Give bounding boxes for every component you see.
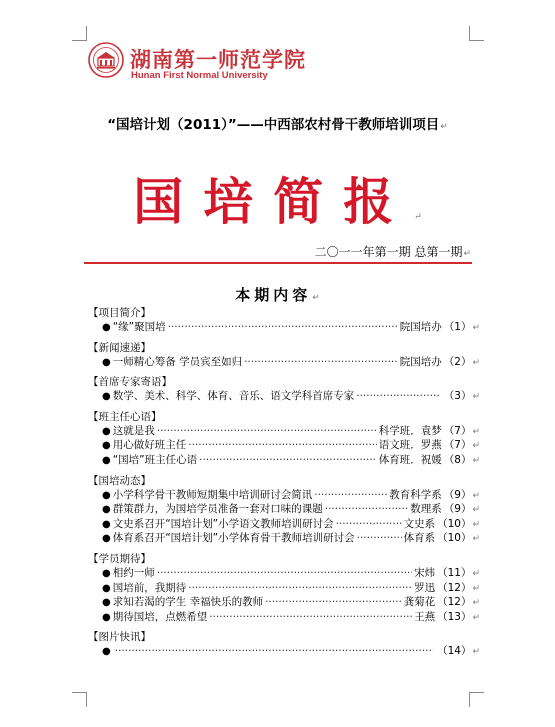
toc-section-heading	[88, 410, 480, 424]
toc-entry-title: “缘”聚国培	[112, 321, 166, 333]
toc-entry-page: （13）	[437, 610, 472, 623]
paragraph-mark: ↵	[312, 293, 320, 303]
toc-entry-page: （8）	[443, 453, 472, 466]
paragraph-mark: ↵	[472, 455, 480, 466]
toc-leader-dots	[336, 517, 402, 532]
toc-leader-dots	[209, 610, 412, 625]
paragraph-mark: ↵	[472, 357, 480, 368]
toc-entry-author: 院国培办	[399, 355, 442, 368]
toc-entry[interactable]	[88, 453, 480, 468]
paragraph-mark: ↵	[472, 647, 480, 658]
toc-leader-dots	[356, 389, 440, 404]
university-name-chinese: 湖南第一师范学院	[130, 47, 306, 72]
toc-section-heading	[88, 474, 480, 488]
toc-heading-text: 本期内容	[235, 286, 312, 304]
toc-entry-page: （11）	[437, 566, 472, 579]
toc-section-heading	[88, 630, 480, 644]
paragraph-mark: ↵	[472, 323, 480, 333]
toc-entry-author: 教育科学系	[389, 488, 442, 501]
toc-entry-author: 语文班．罗燕	[378, 439, 442, 452]
toc-leader-dots	[244, 355, 398, 370]
toc-section	[88, 630, 480, 659]
toc-entry-title: 国培前，我期待	[112, 581, 187, 594]
toc-bullet-icon: ●	[102, 425, 111, 437]
toc-bullet-icon: ●	[102, 356, 111, 368]
toc-entry[interactable]	[88, 566, 480, 581]
toc-entry-title: “国培”班主任心语	[112, 453, 198, 466]
project-subtitle-text: “国培计划（2011）”——中西部农村骨干教师培训项目	[107, 117, 440, 133]
toc-entry-title: 一师精心筹备 学员宾至如归	[112, 355, 243, 368]
paragraph-mark: ↵	[472, 519, 480, 530]
toc-entry-author: 体育班．祝媛	[378, 453, 442, 466]
toc-bullet-icon: ●	[102, 489, 111, 501]
toc-section-heading	[88, 341, 480, 355]
paragraph-mark: ↵	[472, 612, 480, 623]
toc-entry-author: 王燕	[414, 610, 436, 623]
crop-mark-bottom-right	[469, 692, 484, 707]
toc-entry-title: 数学、美术、科学、体育、音乐、语文学科首席专家	[112, 390, 355, 403]
toc-leader-dots	[199, 453, 377, 468]
paragraph-mark: ↵	[472, 490, 480, 501]
paragraph-mark: ↵	[472, 568, 480, 579]
toc-bullet-icon: ●	[102, 518, 111, 530]
toc-leader-dots	[168, 320, 398, 335]
red-divider-rule	[84, 262, 472, 264]
toc-leader-dots	[188, 581, 412, 596]
toc-entry-author: 数理系	[410, 503, 442, 516]
toc-entry-title: 求知若渴的学生 幸福快乐的教师	[112, 596, 264, 609]
toc-leader-dots	[314, 488, 387, 503]
toc-entry[interactable]	[88, 488, 480, 503]
crop-mark-top-right	[469, 26, 484, 41]
toc-bullet-icon: ●	[102, 533, 111, 545]
toc-bullet-icon: ●	[102, 582, 111, 594]
toc-entry-page: （10）	[437, 532, 472, 545]
toc-bullet-icon: ●	[102, 597, 111, 609]
toc-entry-title: 体育系召开“国培计划”小学体育骨干教师培训研讨会	[112, 532, 355, 545]
university-logo	[88, 42, 124, 78]
toc-leader-dots	[188, 438, 377, 453]
issue-number	[315, 243, 471, 260]
paragraph-mark: ↵	[440, 122, 448, 132]
toc-section	[88, 341, 480, 370]
toc-section-heading-text: 【图片快讯】	[88, 631, 151, 644]
toc-section-heading-text: 【新闻速递】	[88, 341, 151, 354]
toc-entry[interactable]	[88, 531, 480, 546]
toc-entry-page: （12）	[437, 581, 472, 594]
toc-entry-page: （12）	[437, 596, 472, 609]
toc-entry[interactable]	[88, 610, 480, 625]
toc-bullet-icon: ●	[102, 454, 111, 466]
toc-section-heading	[88, 552, 480, 566]
toc-entry-title: 群策群力，为国培学员准备一套对口味的课题	[112, 503, 323, 516]
toc-entry-author: 科学班．袁梦	[378, 424, 442, 437]
paragraph-mark: ↵	[472, 598, 480, 609]
toc-entry[interactable]	[88, 595, 480, 610]
toc-entry[interactable]	[88, 389, 480, 404]
paragraph-mark: ↵	[472, 505, 480, 516]
toc-bullet-icon: ●	[102, 646, 111, 658]
bulletin-title-text: 国培简报	[133, 172, 414, 231]
toc-entry-title: 文史系召开“国培计划”小学语文教师培训研讨会	[112, 517, 334, 530]
bulletin-title	[0, 162, 555, 234]
toc-entry-page: （9）	[443, 488, 472, 501]
toc-entry-title: 期待国培，点燃希望	[112, 610, 208, 623]
toc-entry-author: 体育系	[403, 532, 436, 545]
toc-section	[88, 410, 480, 468]
toc-leader-dots	[157, 424, 377, 439]
toc-entry-page: （10）	[437, 517, 472, 530]
toc-entry[interactable]	[88, 502, 480, 517]
toc-section-heading-text: 【项目简介】	[88, 307, 151, 319]
toc-bullet-icon: ●	[102, 391, 111, 403]
toc-bullet-icon: ●	[102, 567, 111, 579]
toc-section-heading	[88, 306, 480, 320]
toc-section-heading	[88, 375, 480, 389]
crop-mark-top-left	[72, 26, 87, 41]
toc-entry-page: （2）	[443, 355, 472, 368]
toc-section-heading-text: 【学员期待】	[88, 552, 151, 565]
toc-entry[interactable]	[88, 581, 480, 596]
toc-entry[interactable]	[88, 355, 480, 370]
paragraph-mark: ↵	[463, 249, 471, 259]
toc-leader-dots	[115, 644, 433, 659]
toc-section	[88, 552, 480, 624]
toc-leader-dots	[357, 531, 402, 546]
toc-entry-page: （7）	[443, 424, 472, 437]
paragraph-mark: ↵	[472, 534, 480, 545]
toc-bullet-icon: ●	[102, 322, 111, 333]
issue-number-text: 二〇一一年第一期 总第一期	[314, 245, 463, 259]
toc-bullet-icon: ●	[102, 504, 111, 516]
toc-bullet-icon: ●	[102, 440, 111, 452]
crop-mark-bottom-left	[72, 692, 87, 707]
toc-section	[88, 375, 480, 404]
toc-leader-dots	[265, 595, 402, 610]
toc-entry-title: 这就是我	[112, 424, 155, 437]
toc-entry-page: （1）	[443, 321, 472, 333]
toc-entry-author: 龚菊花	[403, 596, 436, 609]
paragraph-mark: ↵	[472, 426, 480, 437]
paragraph-mark: ↵	[472, 441, 480, 452]
toc-section-heading-text: 【首席专家寄语】	[88, 376, 172, 389]
toc-entry-page: （14）	[437, 645, 472, 658]
toc-entry-title: 相约一师	[112, 566, 155, 579]
toc-entry-page: （7）	[443, 439, 472, 452]
toc-bullet-icon: ●	[102, 611, 111, 623]
toc-entry[interactable]	[88, 320, 480, 335]
toc-entry-page: （9）	[443, 503, 472, 516]
paragraph-mark: ↵	[414, 212, 422, 222]
toc-entry-page: （3）	[443, 390, 472, 403]
toc-entry-title: 用心做好班主任	[112, 439, 187, 452]
toc-entry[interactable]	[88, 644, 480, 659]
toc-entry-author: 宋炜	[414, 566, 436, 579]
toc-entry[interactable]	[88, 438, 480, 453]
toc-section-heading-text: 【国培动态】	[88, 474, 151, 487]
toc-leader-dots	[157, 566, 412, 581]
toc-entry[interactable]	[88, 424, 480, 439]
paragraph-mark: ↵	[472, 583, 480, 594]
paragraph-mark: ↵	[472, 392, 480, 403]
toc-section	[88, 306, 480, 335]
university-name-english: Hunan First Normal University	[131, 70, 268, 81]
project-subtitle	[0, 113, 555, 133]
table-of-contents	[88, 306, 480, 659]
toc-section-heading-text: 【班主任心语】	[88, 410, 162, 423]
toc-entry[interactable]	[88, 517, 480, 532]
toc-entry-author: 院国培办	[399, 321, 442, 333]
toc-entry-title: 小学科学骨干教师短期集中培训研讨会简讯	[112, 488, 313, 501]
toc-heading	[0, 284, 555, 305]
toc-section	[88, 474, 480, 546]
toc-entry-author: 罗迅	[414, 581, 436, 594]
toc-entry-author: 文史系	[403, 517, 436, 530]
toc-leader-dots	[325, 502, 409, 517]
